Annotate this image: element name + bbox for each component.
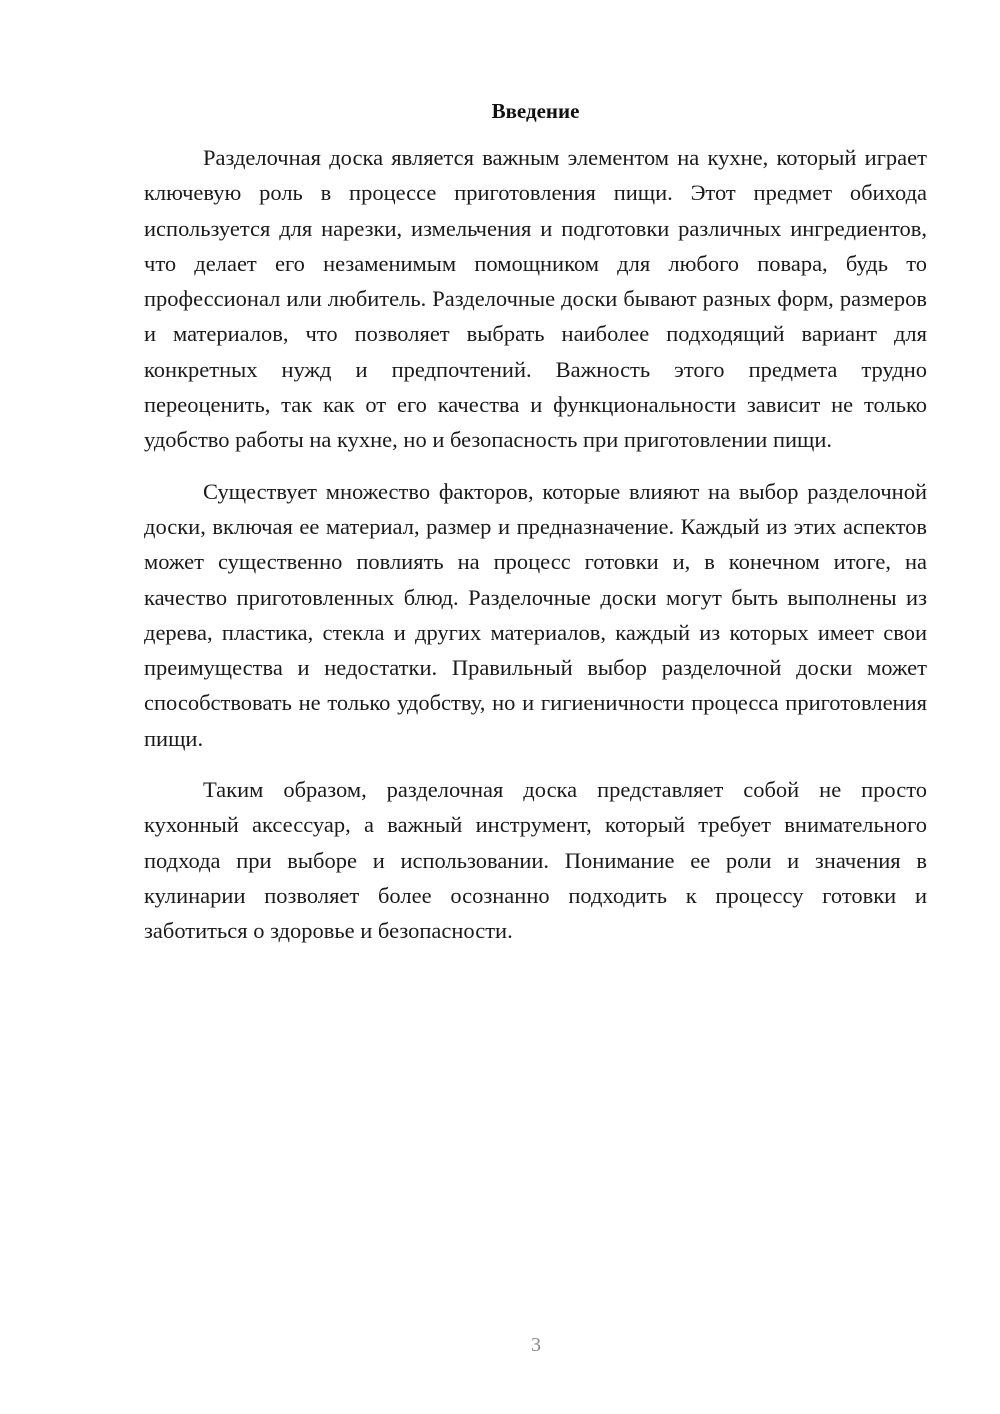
paragraph-intro: Разделочная доска является важным элементом на кухне, который играет ключевую роль в процессе приготовления пищи. Этот предмет обихода используется для нарезки, измельчения и подготовки различных ингредиентов, что делает его незаменимым помощником для любого повара, будь то профессионал или любитель. Разделочные доски бывают разных форм, размеров и материалов, что позволяет выбрать наиболее подходящий вариант для конкретных нужд и предпочтений. Важность этого предмета трудно переоценить, так как от его качества и функциональности зависит не только удобство работы на кухне, но и безопасность при приготовлении пищи. [144,145,927,453]
document-body [144,95,927,965]
paragraph-conclusion: Таким образом, разделочная доска представляет собой не просто кухонный аксессуар, а важный инструмент, который требует внимательного подхода при выборе и использовании. Понимание ее роли и значения в кулинарии позволяет более осознанно подходить к процессу готовки и заботиться о здоровье и безопасности. [144,777,927,944]
section-heading: Введение [491,99,580,123]
paragraph-factors: Существует множество факторов, которые влияют на выбор разделочной доски, включая ее материал, размер и предназначение. Каждый из этих аспектов может существенно повлиять на процесс готовки и, в конечном итоге, на качество приготовленных блюд. Разделочные доски могут быть выполнены из дерева, пластика, стекла и других материалов, каждый из которых имеет свои преимущества и недостатки. Правильный выбор разделочной доски может способствовать не только удобству, но и гигиеничности процесса приготовления пищи. [144,478,927,751]
page-number: 3 [531,1334,541,1356]
